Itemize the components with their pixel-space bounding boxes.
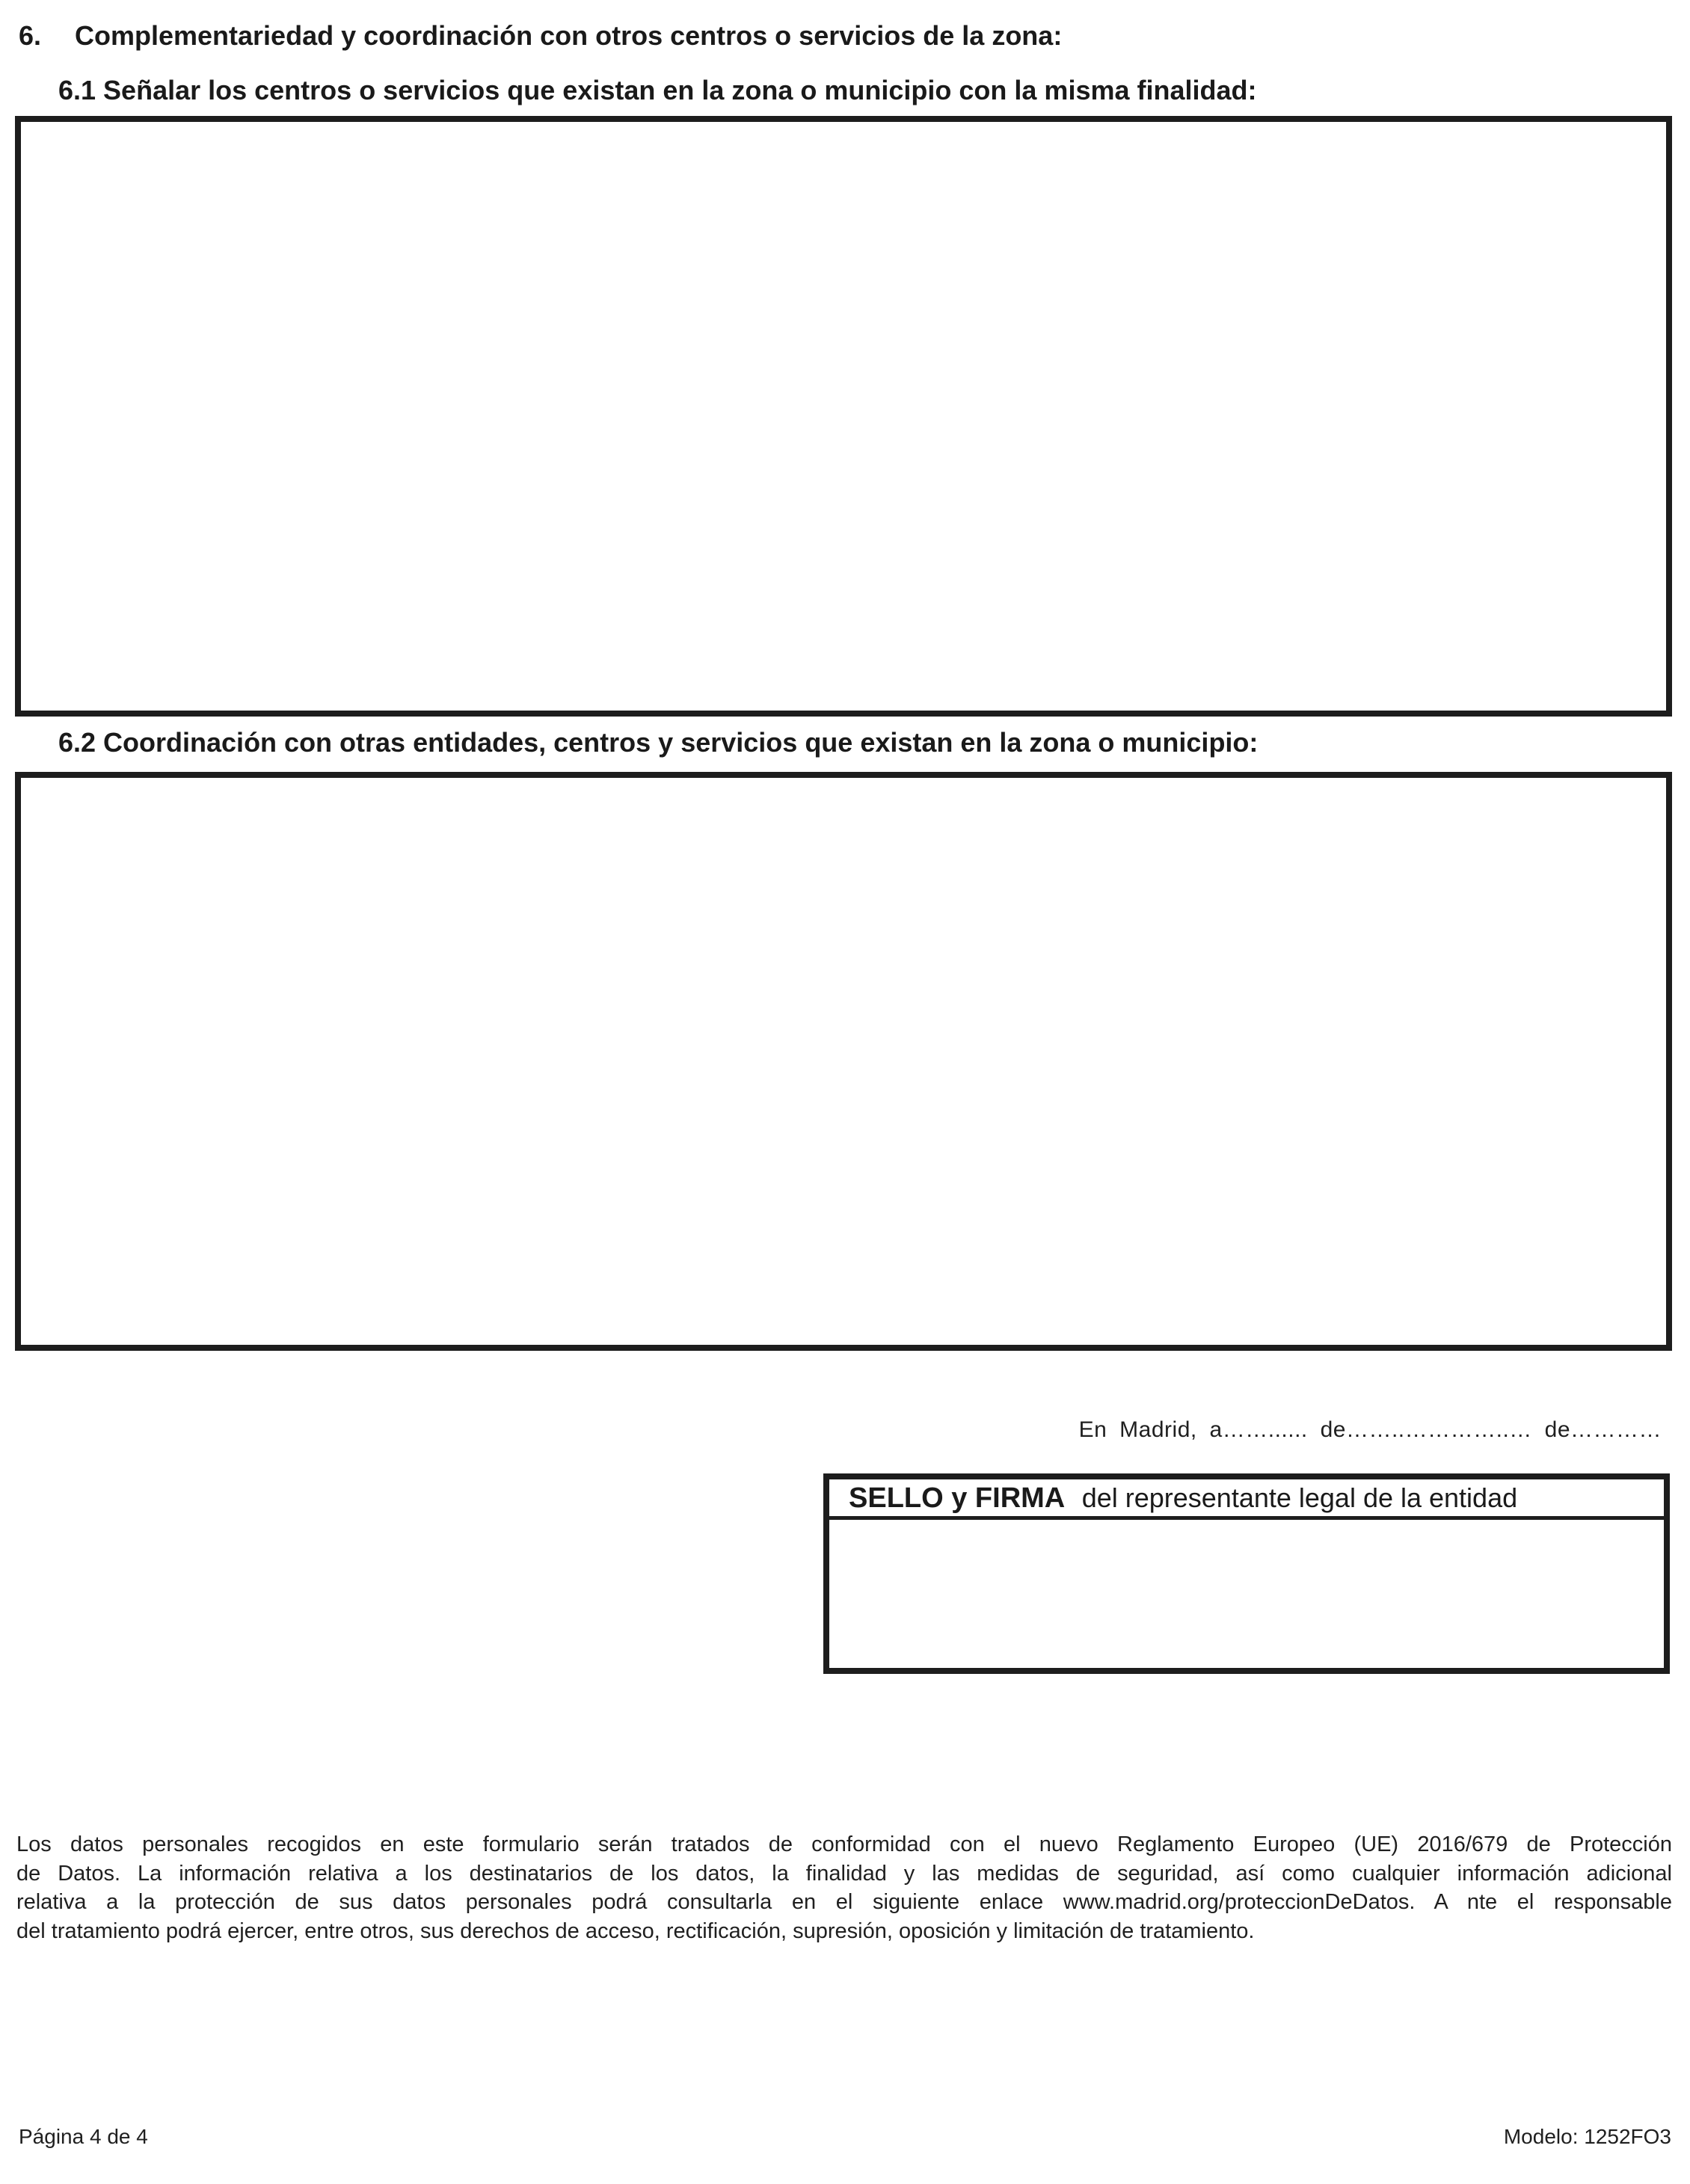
date-line: En Madrid, a……...... de……..…………..… de…………: [1078, 1417, 1662, 1442]
privacy-line: Los datos personales recogidos en este formulario serán tratados de conformidad con el nuevo Reglamento Europeo (UE) 2016/679 de Protección: [16, 1832, 1672, 1856]
section-6-2-heading: 6.2 Coordinación con otras entidades, centros y servicios que existan en la zona o municipio:: [58, 727, 1259, 758]
privacy-notice: [16, 1830, 1672, 1945]
privacy-line: del tratamiento podrá ejercer, entre otros, sus derechos de acceso, rectificación, supresión, oposición y limitación de tratamiento.: [16, 1918, 1255, 1943]
field-6-1-box[interactable]: [15, 116, 1672, 717]
section-6-number: 6.: [19, 20, 42, 51]
section-6-heading: [19, 20, 1062, 52]
field-6-2-box[interactable]: [15, 772, 1672, 1351]
stamp-title-bold: SELLO y FIRMA: [849, 1482, 1066, 1514]
section-6-title: Complementariedad y coordinación con otros centros o servicios de la zona:: [75, 20, 1063, 51]
stamp-box-header: [829, 1479, 1664, 1520]
stamp-signature-area[interactable]: [829, 1520, 1664, 1663]
privacy-line: de Datos. La información relativa a los destinatarios de los datos, la finalidad y las medidas de seguridad, así como cualquier información adicional: [16, 1861, 1672, 1886]
privacy-line: relativa a la protección de sus datos personales podrá consultarla en el siguiente enlace www.madrid.org/proteccionDeDatos. A nte el responsable: [16, 1890, 1672, 1914]
footer-model-code: Modelo: 1252FO3: [1503, 2125, 1671, 2148]
footer-page-number: Página 4 de 4: [19, 2125, 148, 2148]
stamp-title-rest: del representante legal de la entidad: [1081, 1482, 1518, 1513]
section-6-1-heading: 6.1 Señalar los centros o servicios que existan en la zona o municipio con la misma finalidad:: [58, 75, 1257, 105]
stamp-signature-box: [823, 1473, 1670, 1674]
